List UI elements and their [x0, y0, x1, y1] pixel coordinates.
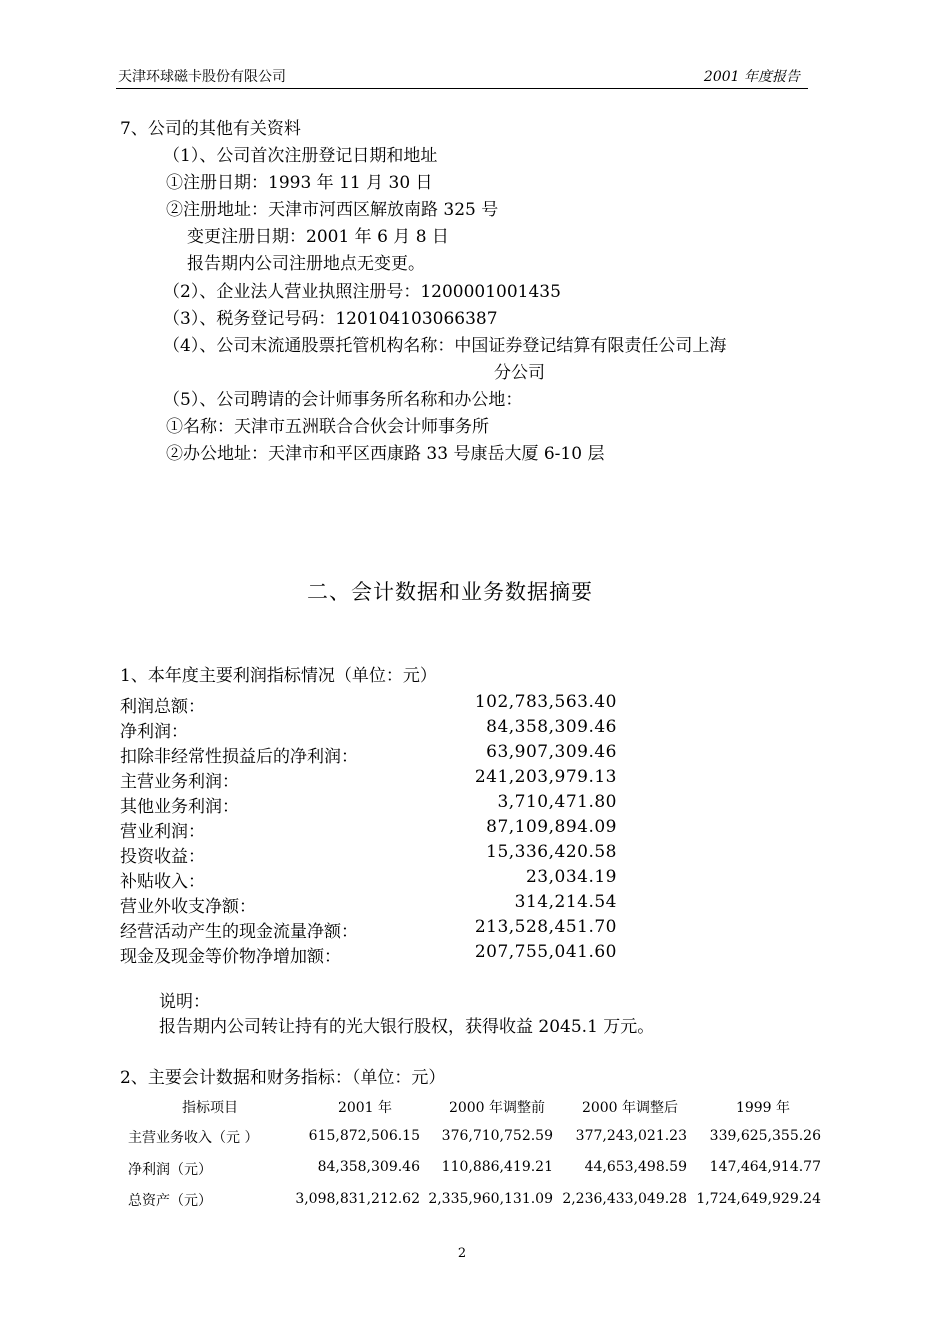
finance-cell: 147,464,914.77	[709, 1159, 821, 1175]
section7-item: 变更注册日期：2001 年 6 月 8 日	[187, 227, 449, 247]
finance-cell: 3,098,831,212.62	[295, 1191, 420, 1207]
section7-item: ①注册日期：1993 年 11 月 30 日	[166, 173, 433, 193]
section7-item: ②注册地址：天津市河西区解放南路 325 号	[166, 200, 499, 220]
section7-item: （2）、企业法人营业执照注册号：1200001001435	[163, 282, 561, 302]
finance-cell: 44,653,498.59	[584, 1159, 687, 1175]
header-rule	[116, 88, 808, 89]
profit-value: 207,755,041.60	[474, 942, 617, 962]
finance-row-label: 总资产（元）	[128, 1193, 212, 1209]
section7-item: （3）、税务登记号码：120104103066387	[163, 309, 498, 329]
finance-cell: 376,710,752.59	[441, 1128, 553, 1144]
finance-col-header: 指标项目	[182, 1100, 238, 1116]
finance-row-label: 主营业务收入（元 ）	[128, 1130, 259, 1146]
note-label: 说明：	[159, 992, 210, 1012]
profit-value: 87,109,894.09	[486, 817, 617, 837]
finance-cell: 339,625,355.26	[709, 1128, 821, 1144]
header-company: 天津环球磁卡股份有限公司	[118, 69, 286, 85]
profit-value: 84,358,309.46	[486, 717, 617, 737]
section-title: 二、会计数据和业务数据摘要	[307, 580, 593, 604]
section7-item: （1）、公司首次注册登记日期和地址	[163, 146, 438, 166]
finance-col-header: 2000 年调整前	[448, 1100, 546, 1116]
profit-label: 主营业务利润：	[120, 772, 239, 792]
profit-value: 23,034.19	[525, 867, 617, 887]
note-text: 报告期内公司转让持有的光大银行股权，获得收益 2045.1 万元。	[159, 1017, 655, 1037]
profit-label: 利润总额：	[120, 697, 205, 717]
section7-item: （4）、公司末流通股票托管机构名称：中国证券登记结算有限责任公司上海	[163, 336, 727, 356]
profit-label: 现金及现金等价物净增加额：	[120, 947, 341, 967]
profit-value: 241,203,979.13	[474, 767, 617, 787]
header-report: 2001 年度报告	[703, 69, 800, 85]
finance-col-header: 1999 年	[735, 1100, 791, 1116]
finance-col-header: 2001 年	[337, 1100, 393, 1116]
finance-cell: 84,358,309.46	[317, 1159, 420, 1175]
finance-cell: 1,724,649,929.24	[696, 1191, 821, 1207]
finance-cell: 615,872,506.15	[308, 1128, 420, 1144]
section7-item: ①名称：天津市五洲联合合伙会计师事务所	[166, 417, 489, 437]
section7-item: （5）、公司聘请的会计师事务所名称和办公地：	[163, 390, 523, 410]
profit-label: 营业外收支净额：	[120, 897, 256, 917]
profit-value: 213,528,451.70	[474, 917, 617, 937]
profit-label: 扣除非经常性损益后的净利润：	[120, 747, 358, 767]
finance-col-header: 2000 年调整后	[581, 1100, 679, 1116]
page-number: 2	[457, 1246, 467, 1261]
section7-item: 分公司	[494, 363, 545, 383]
profit-label: 净利润：	[120, 722, 188, 742]
profit-label: 补贴收入：	[120, 872, 205, 892]
section7-item: 报告期内公司注册地点无变更。	[187, 254, 425, 274]
section7-heading: 7、公司的其他有关资料	[120, 119, 301, 139]
section7-item: ②办公地址：天津市和平区西康路 33 号康岳大厦 6-10 层	[166, 444, 605, 464]
profit-label: 投资收益：	[120, 847, 205, 867]
profit-value: 102,783,563.40	[474, 692, 617, 712]
profit-label: 经营活动产生的现金流量净额：	[120, 922, 358, 942]
finance-cell: 110,886,419.21	[441, 1159, 553, 1175]
profit-value: 314,214.54	[514, 892, 617, 912]
finance-heading: 2、主要会计数据和财务指标：（单位：元）	[120, 1068, 446, 1088]
profit-heading: 1、本年度主要利润指标情况（单位：元）	[120, 666, 437, 686]
finance-cell: 377,243,021.23	[575, 1128, 687, 1144]
finance-row-label: 净利润（元）	[128, 1162, 212, 1178]
profit-value: 15,336,420.58	[486, 842, 617, 862]
finance-cell: 2,236,433,049.28	[562, 1191, 687, 1207]
finance-cell: 2,335,960,131.09	[428, 1191, 553, 1207]
profit-label: 其他业务利润：	[120, 797, 239, 817]
profit-label: 营业利润：	[120, 822, 205, 842]
profit-value: 3,710,471.80	[497, 792, 617, 812]
profit-value: 63,907,309.46	[486, 742, 617, 762]
